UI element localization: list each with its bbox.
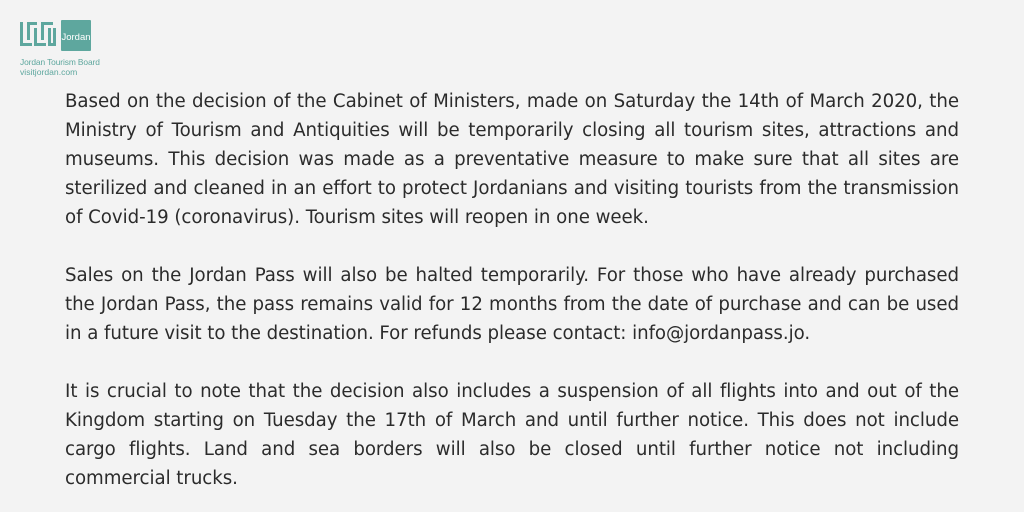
notice-paragraph: It is crucial to note that the decision also includes a suspension of all flights into and out of the Kingdom starting on Tuesday the 17th of March and until further notice. This does not include cargo flights. Land and sea borders will also be closed until further notice not including commercial trucks.: [65, 381, 959, 489]
logo-wordmark: Jordan: [61, 32, 91, 43]
closure-notice: [65, 87, 959, 493]
notice-paragraph: Sales on the Jordan Pass will also be halted temporarily. For those who have already purchased the Jordan Pass, the pass remains valid for 12 months from the date of purchase and can be used in a future visit to the destination. For refunds please contact: info@jordanpass.jo.: [65, 265, 959, 344]
jordan-logo-mark: [18, 18, 94, 54]
jordan-logo-graphic: [18, 18, 94, 54]
notice-paragraph: Based on the decision of the Cabinet of Ministers, made on Saturday the 14th of March 2020, the Ministry of Tourism and Antiquities will be temporarily closing all tourism sites, attractions and museums. This decision was made as a preventative measure to make sure that all sites are sterilized and cleaned in an effort to protect Jordanians and visiting tourists from the transmission of Covid-19 (coronavirus). Tourism sites will reopen in one week.: [65, 91, 959, 228]
jordan-tourism-logo: [18, 18, 100, 78]
website-url: visitjordan.com: [20, 67, 78, 77]
tourism-board-name: Jordan Tourism Board: [20, 57, 100, 67]
calligraphy-mark-icon: [20, 22, 56, 46]
